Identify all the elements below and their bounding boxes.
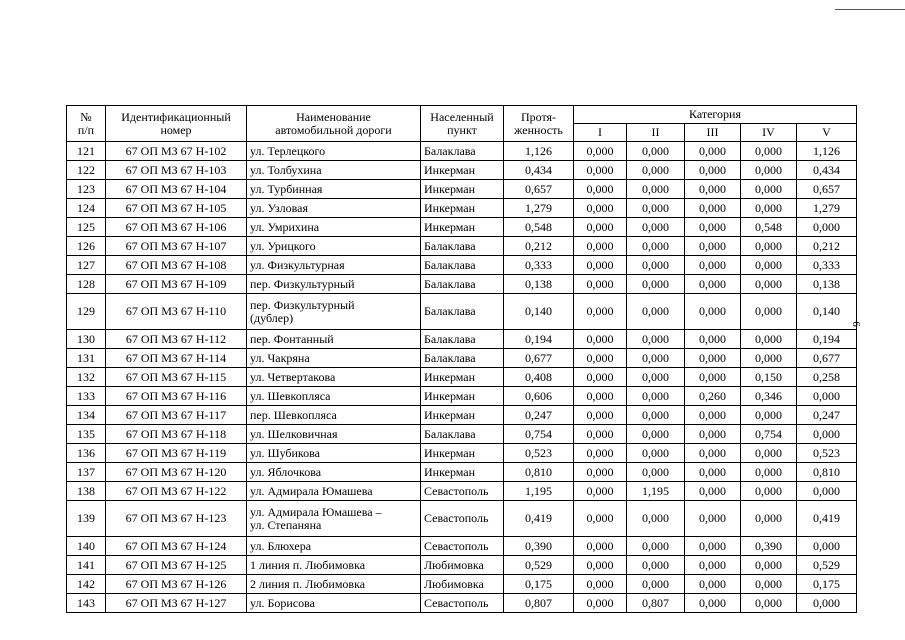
row-road-name: ул. Толбухина xyxy=(247,161,421,180)
row-settlement: Инкерман xyxy=(421,368,504,387)
row-cat-1: 0,000 xyxy=(574,330,627,349)
row-cat-2: 0,000 xyxy=(627,463,685,482)
table-row xyxy=(67,180,857,199)
row-cat-1: 0,000 xyxy=(574,275,627,294)
row-cat-1: 0,000 xyxy=(574,387,627,406)
row-length: 0,606 xyxy=(504,387,574,406)
row-identifier: 67 ОП МЗ 67 Н-103 xyxy=(106,161,247,180)
row-cat-2: 0,000 xyxy=(627,444,685,463)
row-cat-5: 0,677 xyxy=(797,349,857,368)
row-length: 0,140 xyxy=(504,294,574,330)
row-number: 137 xyxy=(67,463,106,482)
row-cat-2: 0,000 xyxy=(627,330,685,349)
row-length: 0,677 xyxy=(504,349,574,368)
row-cat-2: 0,000 xyxy=(627,275,685,294)
row-settlement: Балаклава xyxy=(421,142,504,161)
row-cat-1: 0,000 xyxy=(574,237,627,256)
row-road-name: ул. Урицкого xyxy=(247,237,421,256)
row-number: 138 xyxy=(67,482,106,501)
row-cat-5: 1,126 xyxy=(797,142,857,161)
row-length: 0,523 xyxy=(504,444,574,463)
row-road-name: пер. Физкультурный xyxy=(247,275,421,294)
row-length: 0,194 xyxy=(504,330,574,349)
row-settlement: Инкерман xyxy=(421,199,504,218)
row-cat-3: 0,000 xyxy=(685,142,741,161)
table-row xyxy=(67,349,857,368)
row-cat-1: 0,000 xyxy=(574,180,627,199)
row-identifier: 67 ОП МЗ 67 Н-118 xyxy=(106,425,247,444)
row-cat-5: 0,434 xyxy=(797,161,857,180)
row-cat-1: 0,000 xyxy=(574,256,627,275)
row-cat-2: 0,000 xyxy=(627,501,685,537)
row-number: 143 xyxy=(67,594,106,613)
header-cat-4: IV xyxy=(741,124,797,142)
row-length: 0,247 xyxy=(504,406,574,425)
row-identifier: 67 ОП МЗ 67 Н-114 xyxy=(106,349,247,368)
header-cat-5: V xyxy=(797,124,857,142)
row-cat-2: 0,000 xyxy=(627,180,685,199)
row-length: 1,279 xyxy=(504,199,574,218)
row-length: 0,529 xyxy=(504,556,574,575)
row-identifier: 67 ОП МЗ 67 Н-122 xyxy=(106,482,247,501)
row-road-name: ул. Адмирала Юмашева xyxy=(247,482,421,501)
row-cat-4: 0,548 xyxy=(741,218,797,237)
row-identifier: 67 ОП МЗ 67 Н-119 xyxy=(106,444,247,463)
row-settlement: Любимовка xyxy=(421,556,504,575)
row-cat-4: 0,754 xyxy=(741,425,797,444)
row-number: 139 xyxy=(67,501,106,537)
row-settlement: Инкерман xyxy=(421,406,504,425)
row-cat-2: 0,000 xyxy=(627,406,685,425)
header-length: Протя- женность xyxy=(504,106,574,142)
row-identifier: 67 ОП МЗ 67 Н-120 xyxy=(106,463,247,482)
row-cat-4: 0,000 xyxy=(741,294,797,330)
row-cat-1: 0,000 xyxy=(574,444,627,463)
row-length: 0,333 xyxy=(504,256,574,275)
row-length: 0,138 xyxy=(504,275,574,294)
row-number: 128 xyxy=(67,275,106,294)
row-settlement: Балаклава xyxy=(421,294,504,330)
row-cat-3: 0,000 xyxy=(685,199,741,218)
row-cat-3: 0,000 xyxy=(685,501,741,537)
row-cat-3: 0,000 xyxy=(685,275,741,294)
row-settlement: Балаклава xyxy=(421,349,504,368)
row-road-name: ул. Шелковичная xyxy=(247,425,421,444)
row-settlement: Инкерман xyxy=(421,218,504,237)
row-cat-4: 0,000 xyxy=(741,161,797,180)
row-cat-1: 0,000 xyxy=(574,575,627,594)
row-road-name: ул. Борисова xyxy=(247,594,421,613)
table-row xyxy=(67,444,857,463)
row-identifier: 67 ОП МЗ 67 Н-110 xyxy=(106,294,247,330)
row-length: 1,195 xyxy=(504,482,574,501)
row-length: 0,548 xyxy=(504,218,574,237)
row-number: 136 xyxy=(67,444,106,463)
header-cat-3: III xyxy=(685,124,741,142)
row-settlement: Инкерман xyxy=(421,444,504,463)
row-identifier: 67 ОП МЗ 67 Н-104 xyxy=(106,180,247,199)
row-road-name: ул. Адмирала Юмашева – ул. Степаняна xyxy=(247,501,421,537)
row-cat-2: 1,195 xyxy=(627,482,685,501)
header-road-name: Наименование автомобильной дороги xyxy=(247,106,421,142)
row-cat-5: 0,000 xyxy=(797,218,857,237)
row-length: 0,754 xyxy=(504,425,574,444)
row-settlement: Инкерман xyxy=(421,180,504,199)
row-cat-2: 0,000 xyxy=(627,142,685,161)
table-row xyxy=(67,594,857,613)
row-road-name: ул. Умрихина xyxy=(247,218,421,237)
row-cat-1: 0,000 xyxy=(574,294,627,330)
row-cat-4: 0,000 xyxy=(741,142,797,161)
row-cat-3: 0,000 xyxy=(685,237,741,256)
row-cat-5: 0,333 xyxy=(797,256,857,275)
row-cat-2: 0,000 xyxy=(627,199,685,218)
row-road-name: пер. Шевкопляса xyxy=(247,406,421,425)
roads-table xyxy=(66,105,857,613)
table-row xyxy=(67,406,857,425)
row-length: 0,175 xyxy=(504,575,574,594)
row-cat-3: 0,000 xyxy=(685,368,741,387)
row-length: 0,807 xyxy=(504,594,574,613)
row-cat-2: 0,000 xyxy=(627,537,685,556)
row-cat-2: 0,000 xyxy=(627,237,685,256)
top-rule xyxy=(835,9,905,10)
row-road-name: ул. Шевкопляса xyxy=(247,387,421,406)
row-identifier: 67 ОП МЗ 67 Н-127 xyxy=(106,594,247,613)
row-road-name: ул. Четвертакова xyxy=(247,368,421,387)
row-cat-4: 0,150 xyxy=(741,368,797,387)
row-cat-2: 0,000 xyxy=(627,387,685,406)
row-road-name: ул. Терлецкого xyxy=(247,142,421,161)
row-road-name: пер. Фонтанный xyxy=(247,330,421,349)
row-cat-2: 0,000 xyxy=(627,256,685,275)
row-cat-2: 0,000 xyxy=(627,575,685,594)
row-cat-5: 0,000 xyxy=(797,482,857,501)
row-identifier: 67 ОП МЗ 67 Н-112 xyxy=(106,330,247,349)
row-length: 0,212 xyxy=(504,237,574,256)
table-row xyxy=(67,425,857,444)
row-cat-5: 0,000 xyxy=(797,425,857,444)
row-cat-3: 0,000 xyxy=(685,425,741,444)
row-settlement: Инкерман xyxy=(421,463,504,482)
row-cat-1: 0,000 xyxy=(574,425,627,444)
row-cat-5: 0,810 xyxy=(797,463,857,482)
row-road-name: ул. Турбинная xyxy=(247,180,421,199)
row-cat-4: 0,346 xyxy=(741,387,797,406)
row-cat-2: 0,807 xyxy=(627,594,685,613)
row-cat-4: 0,000 xyxy=(741,256,797,275)
row-length: 0,434 xyxy=(504,161,574,180)
row-number: 142 xyxy=(67,575,106,594)
row-cat-3: 0,000 xyxy=(685,218,741,237)
table-row xyxy=(67,463,857,482)
table-header xyxy=(67,106,857,142)
table-row xyxy=(67,482,857,501)
row-cat-1: 0,000 xyxy=(574,482,627,501)
row-cat-5: 0,419 xyxy=(797,501,857,537)
row-cat-5: 0,523 xyxy=(797,444,857,463)
row-cat-3: 0,000 xyxy=(685,556,741,575)
row-cat-4: 0,000 xyxy=(741,444,797,463)
row-number: 133 xyxy=(67,387,106,406)
row-cat-2: 0,000 xyxy=(627,218,685,237)
row-cat-3: 0,000 xyxy=(685,482,741,501)
row-cat-3: 0,000 xyxy=(685,330,741,349)
row-cat-3: 0,000 xyxy=(685,444,741,463)
table-row xyxy=(67,142,857,161)
row-number: 125 xyxy=(67,218,106,237)
row-identifier: 67 ОП МЗ 67 Н-115 xyxy=(106,368,247,387)
table-row xyxy=(67,161,857,180)
row-identifier: 67 ОП МЗ 67 Н-116 xyxy=(106,387,247,406)
row-cat-1: 0,000 xyxy=(574,161,627,180)
row-cat-5: 0,140 xyxy=(797,294,857,330)
row-settlement: Севастополь xyxy=(421,501,504,537)
row-number: 123 xyxy=(67,180,106,199)
row-cat-3: 0,000 xyxy=(685,594,741,613)
header-category: Категория xyxy=(574,106,857,124)
table-row xyxy=(67,575,857,594)
row-cat-4: 0,000 xyxy=(741,330,797,349)
header-num: № п/п xyxy=(67,106,106,142)
row-cat-5: 0,000 xyxy=(797,537,857,556)
row-cat-3: 0,260 xyxy=(685,387,741,406)
row-number: 131 xyxy=(67,349,106,368)
row-cat-4: 0,390 xyxy=(741,537,797,556)
row-road-name: ул. Блюхера xyxy=(247,537,421,556)
row-settlement: Севастополь xyxy=(421,537,504,556)
row-cat-4: 0,000 xyxy=(741,349,797,368)
row-cat-4: 0,000 xyxy=(741,406,797,425)
row-cat-3: 0,000 xyxy=(685,161,741,180)
row-road-name: ул. Шубикова xyxy=(247,444,421,463)
table-row xyxy=(67,387,857,406)
row-identifier: 67 ОП МЗ 67 Н-126 xyxy=(106,575,247,594)
row-cat-3: 0,000 xyxy=(685,463,741,482)
row-number: 130 xyxy=(67,330,106,349)
row-road-name: 1 линия п. Любимовка xyxy=(247,556,421,575)
row-identifier: 67 ОП МЗ 67 Н-117 xyxy=(106,406,247,425)
row-cat-1: 0,000 xyxy=(574,556,627,575)
row-cat-5: 0,000 xyxy=(797,387,857,406)
row-cat-1: 0,000 xyxy=(574,218,627,237)
header-id: Идентификационный номер xyxy=(106,106,247,142)
row-number: 132 xyxy=(67,368,106,387)
row-cat-5: 0,247 xyxy=(797,406,857,425)
table-body xyxy=(67,142,857,613)
table-row xyxy=(67,256,857,275)
row-settlement: Инкерман xyxy=(421,161,504,180)
row-cat-5: 1,279 xyxy=(797,199,857,218)
row-cat-1: 0,000 xyxy=(574,199,627,218)
row-cat-3: 0,000 xyxy=(685,575,741,594)
table-row xyxy=(67,556,857,575)
row-cat-5: 0,258 xyxy=(797,368,857,387)
row-settlement: Севастополь xyxy=(421,482,504,501)
row-cat-5: 0,529 xyxy=(797,556,857,575)
row-cat-1: 0,000 xyxy=(574,349,627,368)
row-identifier: 67 ОП МЗ 67 Н-109 xyxy=(106,275,247,294)
row-number: 135 xyxy=(67,425,106,444)
table-row xyxy=(67,368,857,387)
row-identifier: 67 ОП МЗ 67 Н-108 xyxy=(106,256,247,275)
table-row xyxy=(67,501,857,537)
row-identifier: 67 ОП МЗ 67 Н-124 xyxy=(106,537,247,556)
row-cat-4: 0,000 xyxy=(741,556,797,575)
row-cat-1: 0,000 xyxy=(574,501,627,537)
row-identifier: 67 ОП МЗ 67 Н-123 xyxy=(106,501,247,537)
row-settlement: Инкерман xyxy=(421,387,504,406)
row-cat-4: 0,000 xyxy=(741,501,797,537)
row-cat-5: 0,138 xyxy=(797,275,857,294)
row-settlement: Балаклава xyxy=(421,237,504,256)
row-identifier: 67 ОП МЗ 67 Н-106 xyxy=(106,218,247,237)
row-cat-1: 0,000 xyxy=(574,463,627,482)
row-number: 127 xyxy=(67,256,106,275)
row-number: 121 xyxy=(67,142,106,161)
row-cat-2: 0,000 xyxy=(627,425,685,444)
row-length: 0,390 xyxy=(504,537,574,556)
row-cat-1: 0,000 xyxy=(574,142,627,161)
row-cat-1: 0,000 xyxy=(574,406,627,425)
row-cat-3: 0,000 xyxy=(685,294,741,330)
row-cat-1: 0,000 xyxy=(574,594,627,613)
row-road-name: пер. Физкультурный (дублер) xyxy=(247,294,421,330)
row-cat-4: 0,000 xyxy=(741,199,797,218)
row-length: 0,408 xyxy=(504,368,574,387)
row-cat-4: 0,000 xyxy=(741,237,797,256)
row-length: 1,126 xyxy=(504,142,574,161)
row-number: 141 xyxy=(67,556,106,575)
row-cat-4: 0,000 xyxy=(741,482,797,501)
page-number: 6 xyxy=(849,321,862,327)
table-row xyxy=(67,330,857,349)
row-cat-5: 0,657 xyxy=(797,180,857,199)
header-cat-1: I xyxy=(574,124,627,142)
row-road-name: 2 линия п. Любимовка xyxy=(247,575,421,594)
row-cat-4: 0,000 xyxy=(741,575,797,594)
row-number: 122 xyxy=(67,161,106,180)
row-cat-5: 0,175 xyxy=(797,575,857,594)
row-road-name: ул. Узловая xyxy=(247,199,421,218)
row-number: 134 xyxy=(67,406,106,425)
row-number: 140 xyxy=(67,537,106,556)
row-cat-5: 0,212 xyxy=(797,237,857,256)
row-identifier: 67 ОП МЗ 67 Н-102 xyxy=(106,142,247,161)
row-cat-3: 0,000 xyxy=(685,349,741,368)
row-settlement: Балаклава xyxy=(421,425,504,444)
row-number: 124 xyxy=(67,199,106,218)
table-row xyxy=(67,294,857,330)
row-cat-3: 0,000 xyxy=(685,256,741,275)
row-road-name: ул. Физкультурная xyxy=(247,256,421,275)
row-settlement: Севастополь xyxy=(421,594,504,613)
row-road-name: ул. Яблочкова xyxy=(247,463,421,482)
table-row xyxy=(67,218,857,237)
row-length: 0,419 xyxy=(504,501,574,537)
table-row xyxy=(67,537,857,556)
row-settlement: Балаклава xyxy=(421,275,504,294)
row-identifier: 67 ОП МЗ 67 Н-105 xyxy=(106,199,247,218)
row-cat-1: 0,000 xyxy=(574,368,627,387)
row-cat-3: 0,000 xyxy=(685,406,741,425)
row-cat-2: 0,000 xyxy=(627,349,685,368)
header-settlement: Населенный пункт xyxy=(421,106,504,142)
row-cat-4: 0,000 xyxy=(741,180,797,199)
row-cat-5: 0,194 xyxy=(797,330,857,349)
table-row xyxy=(67,199,857,218)
row-settlement: Балаклава xyxy=(421,256,504,275)
row-length: 0,810 xyxy=(504,463,574,482)
row-identifier: 67 ОП МЗ 67 Н-107 xyxy=(106,237,247,256)
row-cat-4: 0,000 xyxy=(741,463,797,482)
row-number: 126 xyxy=(67,237,106,256)
table-row xyxy=(67,275,857,294)
row-settlement: Балаклава xyxy=(421,330,504,349)
row-cat-3: 0,000 xyxy=(685,180,741,199)
row-cat-1: 0,000 xyxy=(574,537,627,556)
header-cat-2: II xyxy=(627,124,685,142)
row-cat-5: 0,000 xyxy=(797,594,857,613)
row-settlement: Любимовка xyxy=(421,575,504,594)
row-cat-2: 0,000 xyxy=(627,161,685,180)
row-length: 0,657 xyxy=(504,180,574,199)
row-cat-4: 0,000 xyxy=(741,594,797,613)
row-cat-3: 0,000 xyxy=(685,537,741,556)
row-cat-2: 0,000 xyxy=(627,294,685,330)
row-cat-2: 0,000 xyxy=(627,368,685,387)
row-cat-4: 0,000 xyxy=(741,275,797,294)
table-row xyxy=(67,237,857,256)
row-identifier: 67 ОП МЗ 67 Н-125 xyxy=(106,556,247,575)
row-cat-2: 0,000 xyxy=(627,556,685,575)
row-number: 129 xyxy=(67,294,106,330)
row-road-name: ул. Чакряна xyxy=(247,349,421,368)
